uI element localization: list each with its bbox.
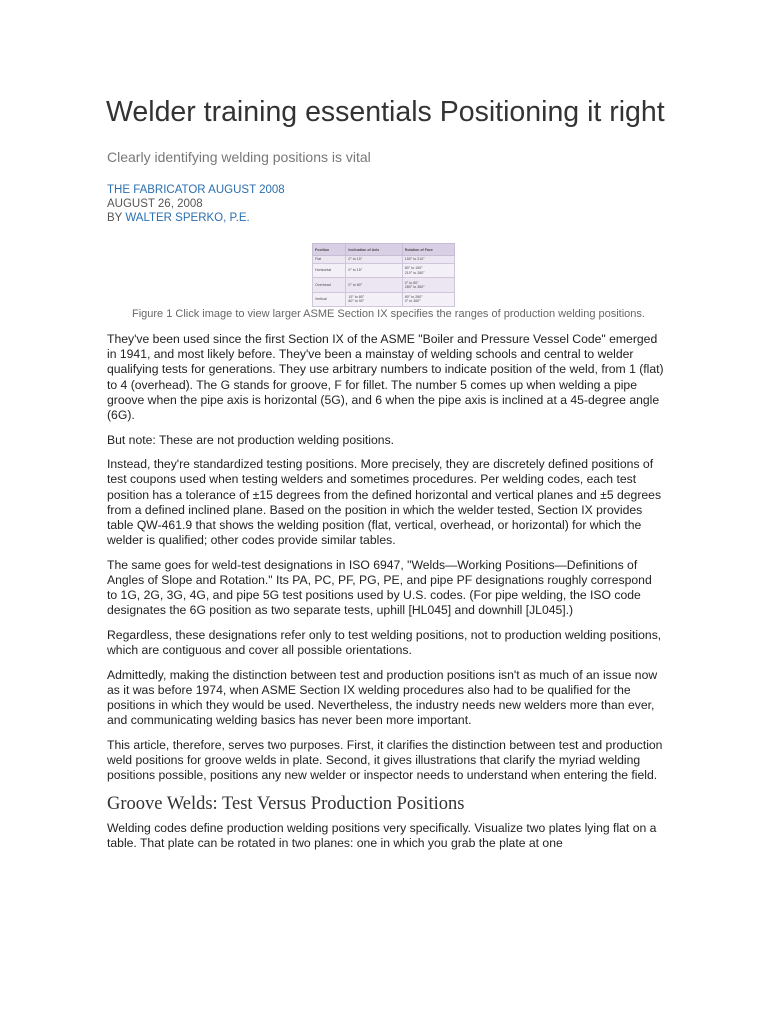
article-subtitle: Clearly identifying welding positions is vital bbox=[107, 149, 371, 165]
figure-table-row bbox=[313, 263, 455, 277]
figure-table-cell: 80° to 280° 0° to 360° bbox=[402, 292, 454, 306]
author-link[interactable]: WALTER SPERKO, P.E. bbox=[125, 212, 250, 224]
publication-link[interactable]: THE FABRICATOR AUGUST 2008 bbox=[107, 184, 285, 196]
body-paragraph: The same goes for weld-test designations in ISO 6947, "Welds—Working Positions—Definitions of Angles of Slope and Rotation." Its PA, PC, PF, PG, PE, and pipe PF designations roughly correspond to 1G, 2G, 3G, 4G, and pipe 5G test positions used by U.S. codes. (For pipe welding, the ISO code designates the 6G position as two separate tests, uphill [HL045] and downhill [JL045].) bbox=[107, 557, 652, 618]
figure-table-cell: 80° to 150° 210° to 280° bbox=[402, 263, 454, 277]
body-paragraph: This article, therefore, serves two purposes. First, it clarifies the distinction between test and production weld positions for groove welds in plate. Second, it gives illustrations that clarify the myriad welding positions possible, positions any new welder or inspector needs to understand when entering the field. bbox=[107, 738, 663, 783]
figure-table-cell: 0° to 80° 280° to 360° bbox=[402, 278, 454, 292]
body-paragraph: Welding codes define production welding positions very specifically. Visualize two plates lying flat on a table. That plate can be rotated in two planes: one in which you grab the plate at one bbox=[107, 821, 657, 851]
body-paragraph: But note: These are not production welding positions. bbox=[107, 432, 395, 447]
publish-date: AUGUST 26, 2008 bbox=[107, 198, 203, 210]
figure-table-cell: Flat bbox=[313, 256, 346, 264]
byline bbox=[107, 211, 250, 225]
byline-prefix: BY bbox=[107, 212, 123, 224]
figure-table-header: Rotation of Face bbox=[402, 244, 454, 256]
body-paragraph: Admittedly, making the distinction between test and production positions isn't as much of an issue now as it was before 1974, when ASME Section IX welding procedures also had to be qualified for the positions in which they would be used. Nevertheless, the industry needs new welders more than ever, and communicating welding basics has never been more important. bbox=[107, 667, 658, 728]
figure-table-cell: 0° to 15° bbox=[346, 263, 402, 277]
figure-table-cell: 150° to 210° bbox=[402, 256, 454, 264]
section-heading: Groove Welds: Test Versus Production Positions bbox=[107, 794, 465, 815]
figure-table-row bbox=[313, 256, 455, 264]
figure-table-header: Position bbox=[313, 244, 346, 256]
figure-table-cell: 15° to 80° 80° to 90° bbox=[346, 292, 402, 306]
figure-caption: Figure 1 Click image to view larger ASME Section IX specifies the ranges of production welding positions. bbox=[132, 308, 645, 320]
figure-1-table-image[interactable] bbox=[312, 243, 455, 307]
figure-table-cell: Overhead bbox=[313, 278, 346, 292]
body-paragraph: They've been used since the first Section IX of the ASME "Boiler and Pressure Vessel Code" emerged in 1941, and most likely before. They've been a mainstay of welding schools and central to welder qualifying tests for generations. They use arbitrary numbers to indicate position of the weld, from 1 (flat) to 4 (overhead). The G stands for groove, F for fillet. The number 5 comes up when welding a pipe groove when the pipe axis is horizontal (5G), and 6 when the pipe axis is inclined at a 45-degree angle (6G). bbox=[107, 332, 664, 423]
body-paragraph: Instead, they're standardized testing positions. More precisely, they are discretely defined positions of test coupons used when testing welders and sometimes procedures. Per welding codes, each test position has a tolerance of ±15 degrees from the defined horizontal and vertical planes and ±5 degrees from a defined inclined plane. Based on the position in which the welder tested, Section IX provides table QW-461.9 that shows the welding position (flat, vertical, overhead, or horizontal) for which the welder is qualified; other codes provide similar tables. bbox=[107, 457, 662, 548]
article-title: Welder training essentials Positioning it right bbox=[106, 96, 665, 128]
figure-table-row bbox=[313, 292, 455, 306]
figure-table-header: Inclination of Axis bbox=[346, 244, 402, 256]
figure-table-cell: 0° to 15° bbox=[346, 256, 402, 264]
figure-table-cell: 0° to 80° bbox=[346, 278, 402, 292]
article-body bbox=[107, 332, 665, 861]
body-paragraph: Regardless, these designations refer only to test welding positions, not to production welding positions, which are contiguous and cover all possible orientations. bbox=[107, 628, 662, 658]
figure-table-cell: Vertical bbox=[313, 292, 346, 306]
figure-table-row bbox=[313, 278, 455, 292]
figure-table-header-row bbox=[313, 244, 455, 256]
figure-table-cell: Horizontal bbox=[313, 263, 346, 277]
